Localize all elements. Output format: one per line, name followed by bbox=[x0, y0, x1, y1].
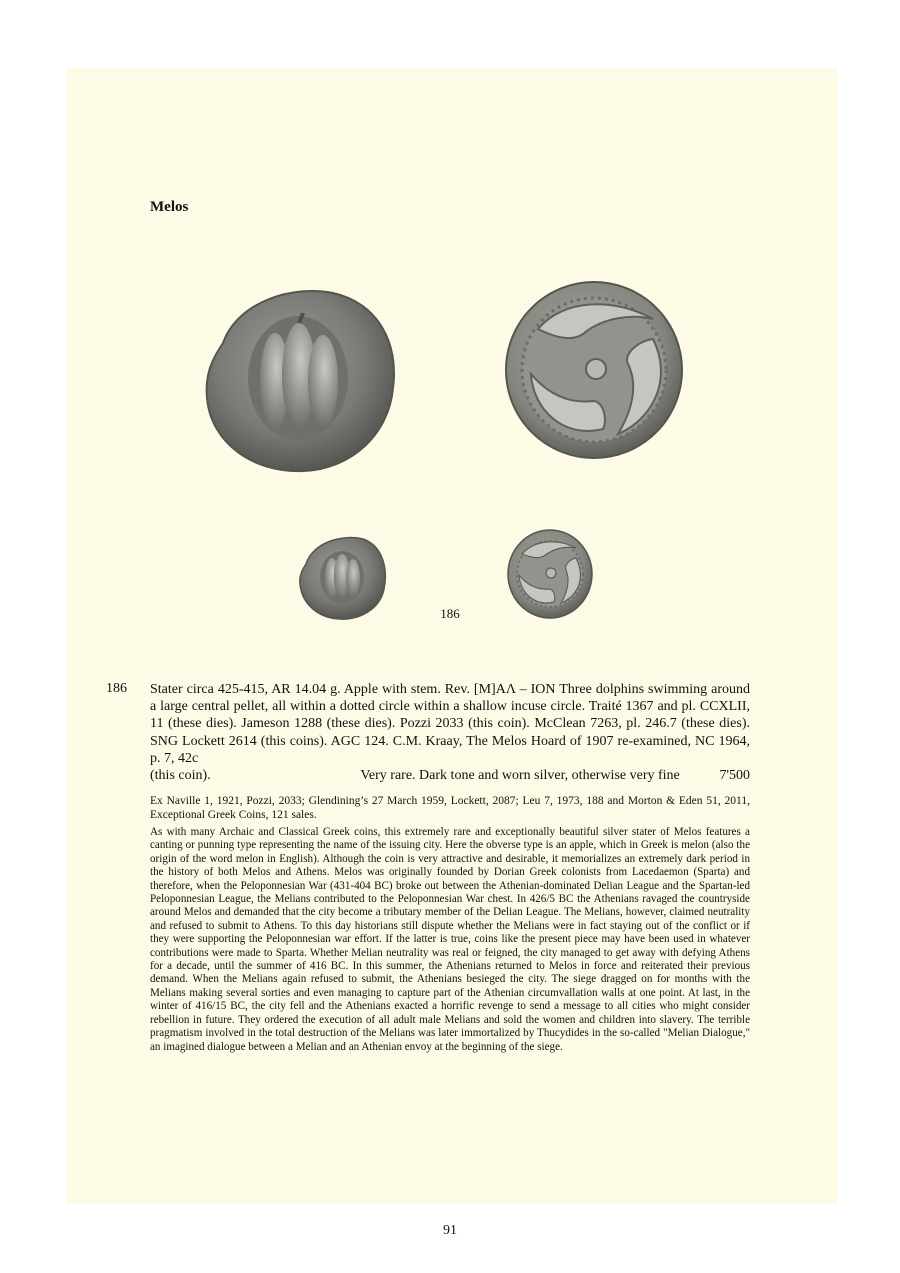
grade-line bbox=[150, 767, 750, 784]
lot-description: Stater circa 425-415, AR 14.04 g. Apple with stem. Rev. [M]AΛ – ION Three dolphins swimming around a large central pellet, all within a dotted circle within a shallow incuse circle. Traité 1367 and pl. CCXLII, 11 (these dies). Jameson 1288 (these dies). Pozzi 2033 (this coin). McClean 7263, pl. 246.7 (these dies). SNG Lockett 2614 (this coins). AGC 124. C.M. Kraay, The Melos Hoard of 1907 re-examined, NC 1964, p. 7, 42c bbox=[150, 682, 750, 766]
section-title: Melos bbox=[150, 199, 189, 215]
lot-grade: Very rare. Dark tone and worn silver, otherwise very fine bbox=[360, 768, 680, 784]
commentary: As with many Archaic and Classical Greek coins, this extremely rare and exceptionally beautiful silver stater of Melos features a canting or punning type representing the name of the issuing city. Here the obverse type is an apple, which in Greek is melon (also the origin of the word melon in English). Although the coin is very attractive and desirable, it memorializes an extremely dark period in the history of both Melos and Athens. Melos was originally founded by Dorian Greek colonists from Lacedaemon (Sparta) and therefore, when the Peloponnesian War (431-404 BC) broke out between the Athenian-dominated Delian League and the Spartan-led Peloponnesian League, the Melians contributed to the Peloponnesian War chest. In 426/5 BC the Athenians ravaged the countryside around Melos and demanded that the city become a tributary member of the Delian League. The Melians, however, claimed neutrality and refused to submit to Athens. To this day historians still dispute whether the Melians were in fact staying out of the conflict or if they were supporting the Peloponnesian war effort. If the latter is true, coins like the present piece may have been used in whatever contributions were made to Sparta. Whether Melian neutrality was real or feigned, the city managed to get away with defying Athens for a decade, until the summer of 416 BC. In this summer, the Athenians returned to Melos in force and reiterated their previous demand. When the Melians again refused to submit, the Athenians besieged the city. The siege dragged on for months with the Melians making several sorties and even managing to capture part of the Athenian circumvallation walls at one point. At last, in the winter of 416/15 BC, the city fell and the Athenians exacted a horrific revenge to send a message to all cities who might consider rebellion in future. They ordered the execution of all adult male Melians and sold the women and children into slavery. The terrible pragmatism involved in the total destruction of the Melians was later immortalized by Thucydides in the so-called "Melian Dialogue," an imagined dialogue between a Melian and an Athenian envoy at the beginning of the siege. bbox=[150, 826, 750, 1053]
lot-number: 186 bbox=[106, 681, 127, 696]
lot-estimate: 7'500 bbox=[719, 768, 750, 784]
lot-description-block bbox=[150, 681, 750, 784]
coin-reverse-large bbox=[503, 279, 685, 461]
coin-obverse-large bbox=[203, 283, 399, 473]
page-number: 91 bbox=[443, 1223, 457, 1238]
last-line-start: (this coin). bbox=[150, 768, 211, 784]
lot-number-caption: 186 bbox=[440, 606, 460, 621]
provenance: Ex Naville 1, 1921, Pozzi, 2033; Glendining’s 27 March 1959, Lockett, 2087; Leu 7, 1973, 188 and Morton & Eden 51, 2011, Exceptional Greek Coins, 121 sales. bbox=[150, 795, 750, 821]
